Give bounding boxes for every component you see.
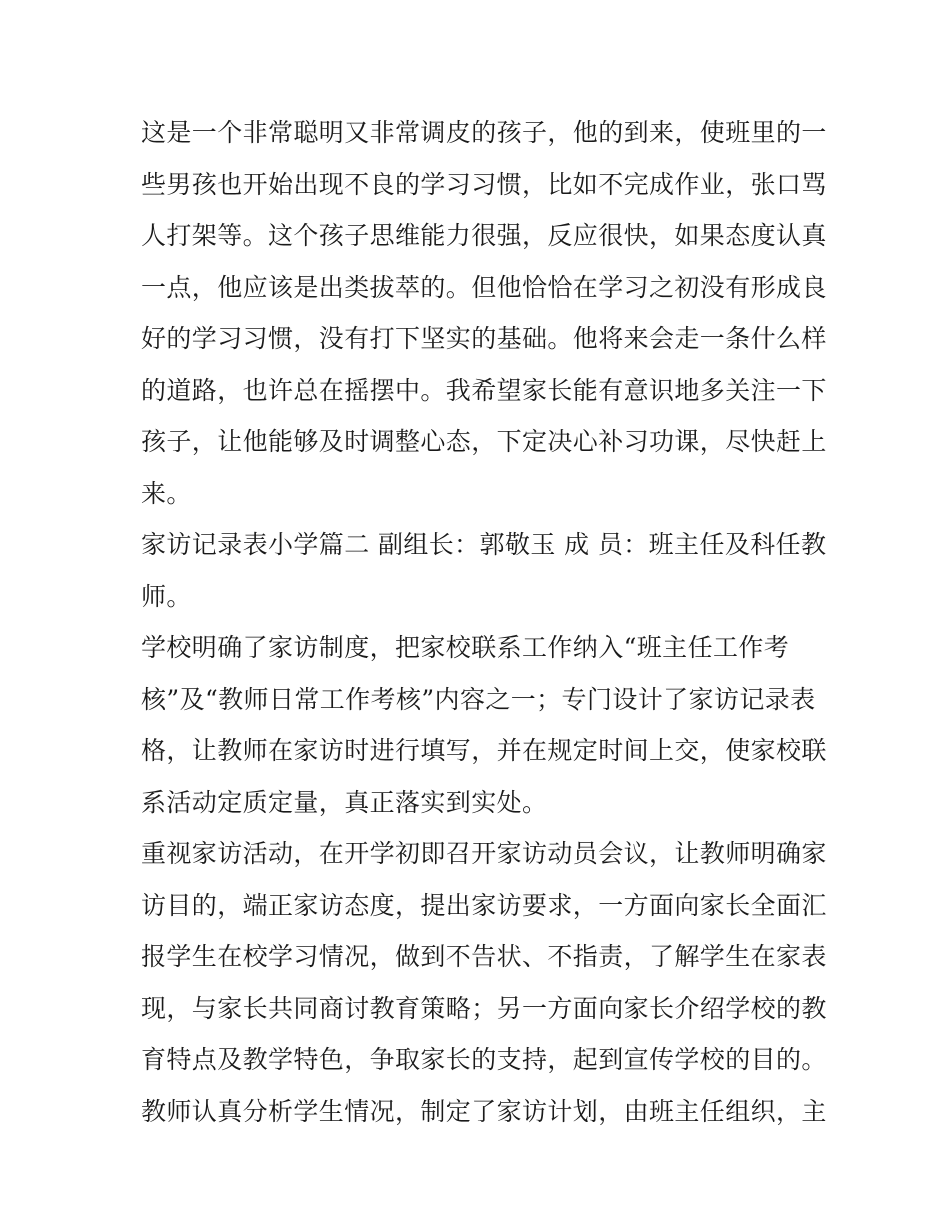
text-line: 些男孩也开始出现不良的学习习惯，比如不完成作业，张口骂 [141,169,827,199]
text-line: 访目的，端正家访态度，提出家访要求，一方面向家长全面汇 [141,890,827,920]
text-line: 系活动定质定量，真正落实到实处。 [141,787,548,817]
text-line: 孩子，让他能够及时调整心态，下定决心补习功课，尽快赶上 [141,427,827,456]
document-body [141,107,827,1137]
text-line: 来。 [141,478,192,508]
text-line: 的道路，也许总在摇摆中。我希望家长能有意识地多关注一下 [141,375,827,405]
text-line: 教师认真分析学生情况，制定了家访计划，由班主任组织，主 [141,1096,827,1126]
text-line: 重视家访活动，在开学初即召开家访动员会议，让教师明确家 [141,839,827,868]
text-line: 一点，他应该是出类拔萃的。但他恰恰在学习之初没有形成良 [141,272,827,302]
text-line: 育特点及教学特色，争取家长的支持，起到宣传学校的目的。 [141,1045,827,1074]
text-line: 这是一个非常聪明又非常调皮的孩子，他的到来，使班里的一 [141,118,827,147]
text-line: 学校明确了家访制度，把家校联系工作纳入“班主任工作考 [141,633,790,662]
text-line: 师。 [141,581,192,611]
text-line: 报学生在校学习情况，做到不告状、不指责，了解学生在家表 [141,942,827,971]
text-line: 家访记录表小学篇二 副组长：郭敬玉 成 员：班主任及科任教 [141,530,827,559]
text-line: 好的学习习惯，没有打下坚实的基础。他将来会走一条什么样 [141,324,827,353]
text-line: 现，与家长共同商讨教育策略；另一方面向家长介绍学校的教 [141,993,827,1023]
text-line: 核”及“教师日常工作考核”内容之一；专门设计了家访记录表 [141,684,816,714]
text-line: 格，让教师在家访时进行填写，并在规定时间上交，使家校联 [141,736,827,765]
text-line: 人打架等。这个孩子思维能力很强，反应很快，如果态度认真 [141,221,827,250]
